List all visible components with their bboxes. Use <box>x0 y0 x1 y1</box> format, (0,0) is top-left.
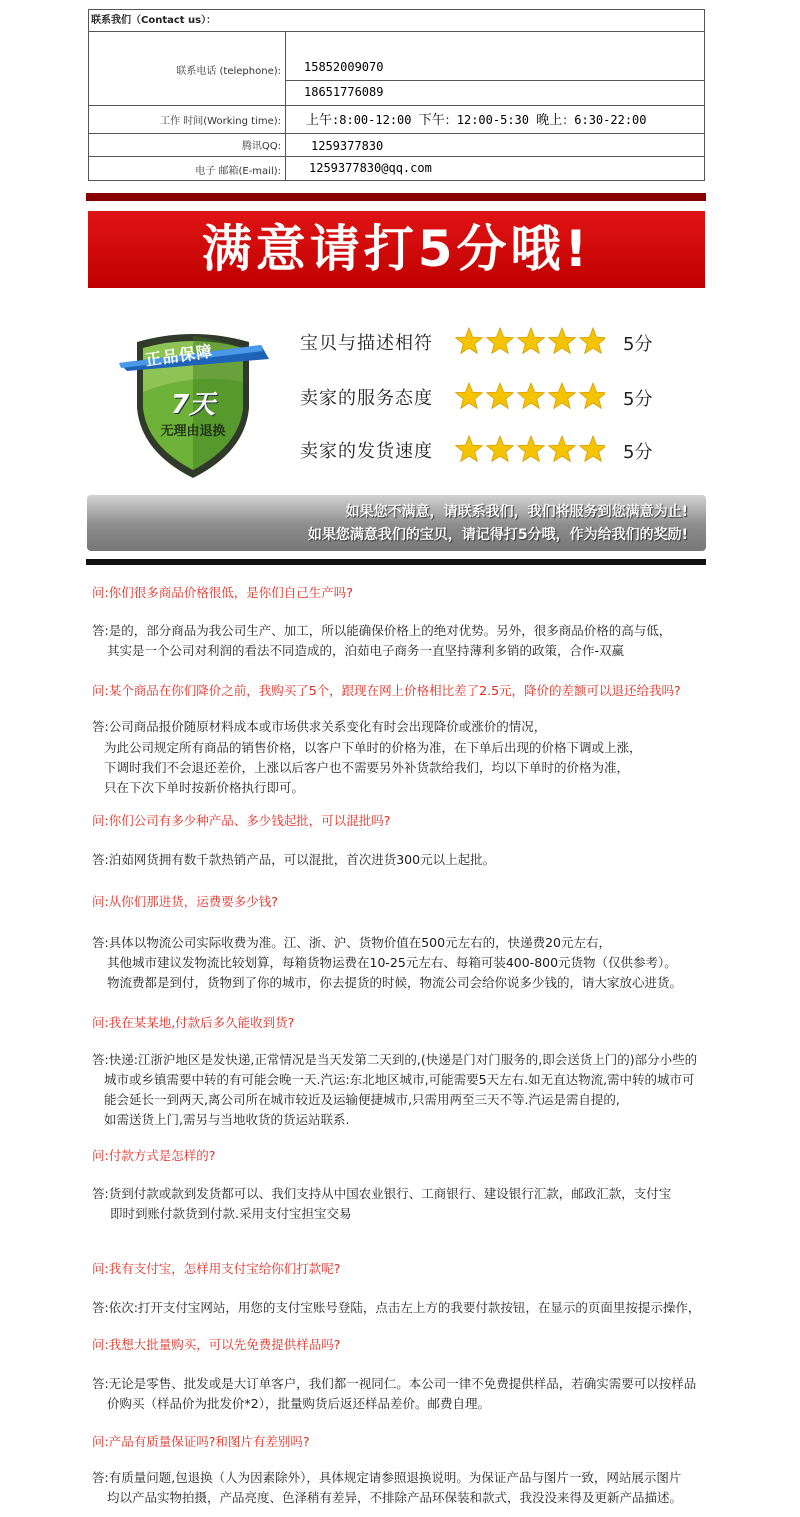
star-icon <box>580 383 605 408</box>
faq-question: 问:产品有质量保证吗?和图片有差别吗? <box>92 1434 310 1449</box>
star-icon <box>487 328 514 353</box>
telephone-label: 联系电话 (telephone): <box>176 66 281 77</box>
faq-answer-line: 下调时我们不会退还差价，上涨以后客户也不需要另外补货款给我们，均以下单时的价格为准， <box>104 760 630 775</box>
star-icon <box>456 436 483 461</box>
working-time-value <box>306 109 647 128</box>
working-pm-label: 下午 <box>418 113 445 128</box>
faq-answer-line: 均以产品实物拍摄，产品亮度、色泽稍有差异，不排除产品环保装和款式，我没没来得及更新产品描述。 <box>107 1490 683 1505</box>
phone-number-2[interactable]: 18651776089 <box>304 85 384 99</box>
table-divider <box>89 133 704 134</box>
star-icon <box>518 436 545 461</box>
star-icon <box>580 328 605 353</box>
divider-bar <box>86 559 706 565</box>
faq-answer-line: 即时到账付款货到付款.采用支付宝担宝交易 <box>110 1206 352 1221</box>
faq-answer-line: 只在下次下单时按新价格执行即可。 <box>104 780 305 795</box>
faq-answer-line: 其实是一个公司对利润的看法不同造成的，泊茹电子商务一直坚持薄利多销的政策，合作-双赢 <box>107 643 625 658</box>
rating-label: 卖家的服务态度 <box>300 388 433 409</box>
star-icon <box>549 436 576 461</box>
working-am-hours: :8:00-12:00 <box>332 113 412 127</box>
rating-row-shipping <box>300 434 680 464</box>
working-pm-hours: ：12:00-5:30 <box>444 113 529 127</box>
shield-days: 7天 <box>170 390 216 420</box>
faq-question: 问:你们公司有多少种产品、多少钱起批，可以混批吗? <box>92 813 391 828</box>
working-eve-label: 晚上 <box>536 113 563 128</box>
faq-question: 问:从你们那进货，运费要多少钱? <box>92 894 278 909</box>
star-icon <box>549 383 576 408</box>
faq-question: 问:你们很多商品价格很低，是你们自己生产吗? <box>92 585 353 600</box>
table-divider <box>89 156 704 157</box>
five-star-rating-icon <box>455 326 605 356</box>
rating-label: 卖家的发货速度 <box>300 441 433 462</box>
faq-answer-line: 答:快递:江浙沪地区是发快递,正常情况是当天发第二天到的,(快递是门对门服务的,即会送货上门的)部分小些的 <box>92 1052 698 1067</box>
satisfaction-notice <box>87 495 706 551</box>
email-label: 电子 邮箱(E-mail): <box>195 166 281 177</box>
contact-header: 联系我们（Contact us）： <box>89 10 704 32</box>
rating-label: 宝贝与描述相符 <box>300 333 433 354</box>
rating-banner-title: 满意请打5分哦! <box>88 211 705 288</box>
faq-answer-line: 答:有质量问题,包退换（人为因素除外），具体规定请参照退换说明。为保证产品与图片一致，网站展示图片 <box>92 1470 682 1485</box>
qq-label: 腾讯QQ: <box>241 141 281 152</box>
star-icon <box>456 328 483 353</box>
faq-question: 问:某个商品在你们降价之前，我购买了5个，跟现在网上价格相比差了2.5元，降价的差额可以退还给我吗? <box>92 683 681 698</box>
faq-answer-line: 物流费都是到付，货物到了你的城市，你去提货的时候，物流公司会给你说多少钱的，请大家放心进货。 <box>107 975 683 990</box>
notice-line-2: 如果您满意我们的宝贝，请记得打5分哦，作为给我们的奖励! <box>307 527 688 543</box>
shield-return-text: 无理由退换 <box>160 424 226 439</box>
faq-answer-line: 答:具体以物流公司实际收费为准。江、浙、沪、货物价值在500元左右的，快递费20元左右， <box>92 935 611 950</box>
faq-answer-line: 如需送货上门,需另与当地收货的货运站联系. <box>104 1112 350 1127</box>
rating-row-description <box>300 326 680 356</box>
table-divider <box>285 80 704 81</box>
star-icon <box>549 328 576 353</box>
working-am-label: 上午 <box>306 113 333 128</box>
faq-answer-line: 答:泊茹网货拥有数千款热销产品，可以混批，首次进货300元以上起批。 <box>92 852 496 867</box>
faq-answer-line: 答:是的，部分商品为我公司生产、加工，所以能确保价格上的绝对优势。另外，很多商品价格的高与低， <box>92 623 672 638</box>
rating-score: 5分 <box>623 334 653 355</box>
five-star-rating-icon <box>455 381 605 411</box>
guarantee-shield <box>113 322 273 482</box>
working-time-label: 工作 时间(Working time): <box>160 116 281 127</box>
faq-question: 问:付款方式是怎样的? <box>92 1148 216 1163</box>
email-address[interactable]: 1259377830@qq.com <box>309 161 432 175</box>
rating-score: 5分 <box>623 442 653 463</box>
five-star-rating-icon <box>455 434 605 464</box>
divider-bar <box>86 193 706 201</box>
notice-line-1: 如果您不满意，请联系我们，我们将服务到您满意为止! <box>345 504 688 520</box>
faq-answer-line: 答:依次:打开支付宝网站，用您的支付宝账号登陆，点击左上方的我要付款按钮，在显示的页面里按提示操作， <box>92 1300 701 1315</box>
faq-answer-line: 其他城市建议发物流比较划算，每箱货物运费在10-25元左右、每箱可装400-800元货物（仅供参考）。 <box>107 955 677 970</box>
rating-row-service <box>300 381 680 411</box>
faq-answer-line: 为此公司规定所有商品的销售价格，以客户下单时的价格为准，在下单后出现的价格下调或上涨， <box>104 740 642 755</box>
star-icon <box>518 383 545 408</box>
star-icon <box>518 328 545 353</box>
faq-answer-line: 答:货到付款或款到发货都可以、我们支持从中国农业银行、工商银行、建设银行汇款，邮政汇款，支付宝 <box>92 1186 672 1201</box>
faq-answer-line: 答:公司商品报价随原材料成本或市场供求关系变化有时会出现降价或涨价的情况， <box>92 719 547 734</box>
shield-badge-text: 正品保障 <box>144 341 215 370</box>
faq-question: 问:我想大批量购买，可以先免费提供样品吗? <box>92 1337 341 1352</box>
phone-number-1[interactable]: 15852009070 <box>304 60 384 74</box>
contact-table <box>88 9 705 181</box>
table-divider <box>285 32 286 180</box>
faq-answer-line: 城市或乡镇需要中转的有可能会晚一天.汽运:东北地区城市,可能需要5天左右.如无直达物流,需中转的城市可 <box>104 1072 695 1087</box>
faq-answer-line: 能会延长一到两天,离公司所在城市较近及运输便捷城市,只需用两至三天不等.汽运是需自提的, <box>104 1092 620 1107</box>
faq-answer-line: 价购买（样品价为批发价*2），批量购货后返还样品差价。邮费自理。 <box>107 1396 490 1411</box>
rating-score: 5分 <box>623 389 653 410</box>
working-eve-hours: ：6:30-22:00 <box>562 113 647 127</box>
faq-answer-line: 答:无论是零售、批发或是大订单客户，我们都一视同仁。本公司一律不免费提供样品，若确实需要可以按样品 <box>92 1376 697 1391</box>
ribbon-icon <box>113 337 273 371</box>
faq-question: 问:我在某某地,付款后多久能收到货? <box>92 1015 295 1030</box>
star-icon <box>487 436 514 461</box>
faq-question: 问:我有支付宝，怎样用支付宝给你们打款呢? <box>92 1261 341 1276</box>
star-icon <box>580 436 605 461</box>
table-divider <box>89 105 704 106</box>
star-icon <box>487 383 514 408</box>
qq-number[interactable]: 1259377830 <box>311 139 384 153</box>
star-icon <box>456 383 483 408</box>
